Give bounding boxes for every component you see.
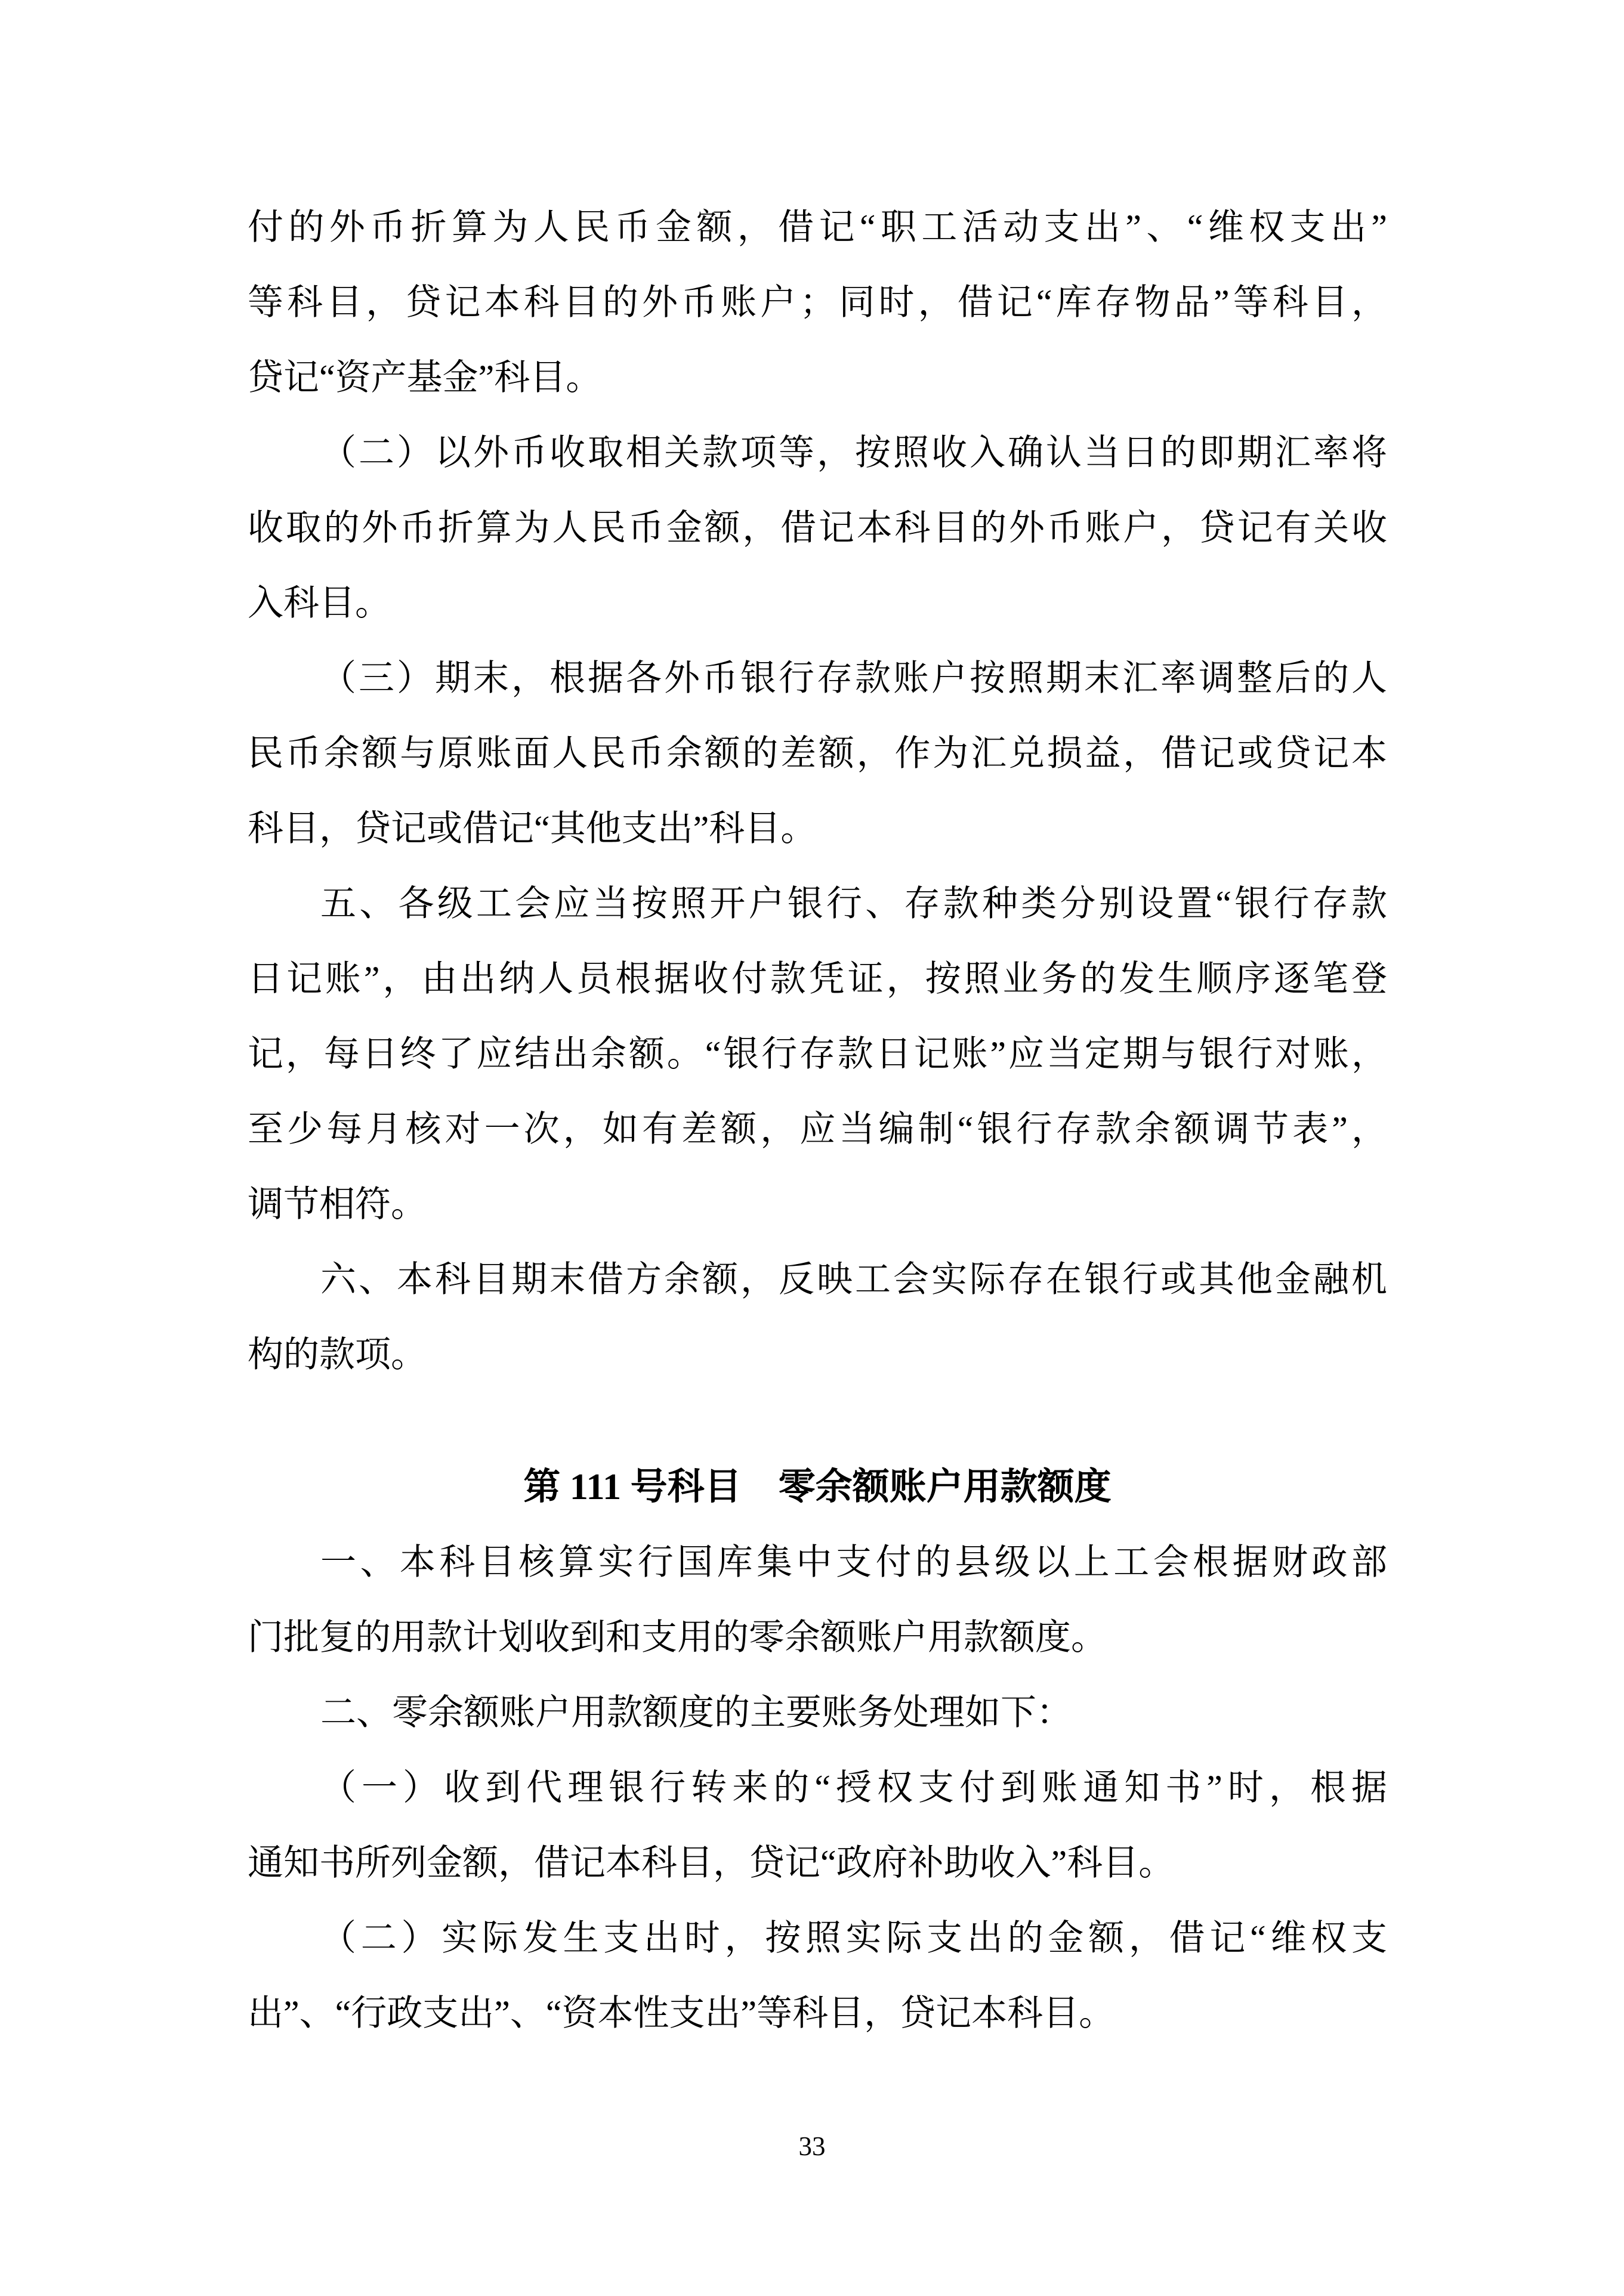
- body-line: 六、本科目期末借方余额，反映工会实际存在银行或其他金融机: [320, 1260, 1387, 1299]
- body-line: （二）以外币收取相关款项等，按照收入确认当日的即期汇率将: [320, 433, 1387, 472]
- body-line: 入科目。: [248, 583, 391, 623]
- body-line: 构的款项。: [248, 1335, 427, 1374]
- body-line: 收取的外币折算为人民币金额，借记本科目的外币账户，贷记有关收: [248, 508, 1387, 548]
- body-line: 等科目，贷记本科目的外币账户；同时，借记“库存物品”等科目，: [248, 283, 1387, 322]
- body-line: 日记账”，由出纳人员根据收付款凭证，按照业务的发生顺序逐笔登: [248, 959, 1387, 999]
- body-line: 五、各级工会应当按照开户银行、存款种类分别设置“银行存款: [320, 884, 1387, 923]
- body-line: 民币余额与原账面人民币余额的差额，作为汇兑损益，借记或贷记本: [248, 734, 1387, 773]
- body-line: 至少每月核对一次，如有差额，应当编制“银行存款余额调节表”，: [248, 1110, 1387, 1149]
- body-line: 调节相符。: [248, 1185, 427, 1224]
- page-number: 33: [798, 2131, 826, 2161]
- body-line: （二）实际发生支出时，按照实际支出的金额，借记“维权支: [320, 1918, 1387, 1958]
- body-line: 出”、“行政支出”、“资本性支出”等科目，贷记本科目。: [248, 1994, 1115, 2033]
- body-line: 门批复的用款计划收到和支用的零余额账户用款额度。: [248, 1618, 1107, 1657]
- body-line: （一）收到代理银行转来的“授权支付到账通知书”时，根据: [320, 1768, 1387, 1807]
- body-line: 二、零余额账户用款额度的主要账务处理如下：: [320, 1693, 1072, 1732]
- body-line: （三）期末，根据各外币银行存款账户按照期末汇率调整后的人: [320, 659, 1387, 698]
- body-line: 一、本科目核算实行国库集中支付的县级以上工会根据财政部: [320, 1543, 1387, 1582]
- body-line: 通知书所列金额，借记本科目，贷记“政府补助收入”科目。: [248, 1843, 1175, 1883]
- body-line: 科目，贷记或借记“其他支出”科目。: [248, 809, 817, 848]
- body-line: 记，每日终了应结出余额。“银行存款日记账”应当定期与银行对账，: [248, 1034, 1387, 1074]
- section-heading: 第 111 号科目 零余额账户用款额度: [523, 1467, 1112, 1507]
- body-line: 付的外币折算为人民币金额，借记“职工活动支出”、“维权支出”: [248, 208, 1387, 247]
- document-text: [248, 190, 1387, 2051]
- body-line: 贷记“资产基金”科目。: [248, 358, 602, 397]
